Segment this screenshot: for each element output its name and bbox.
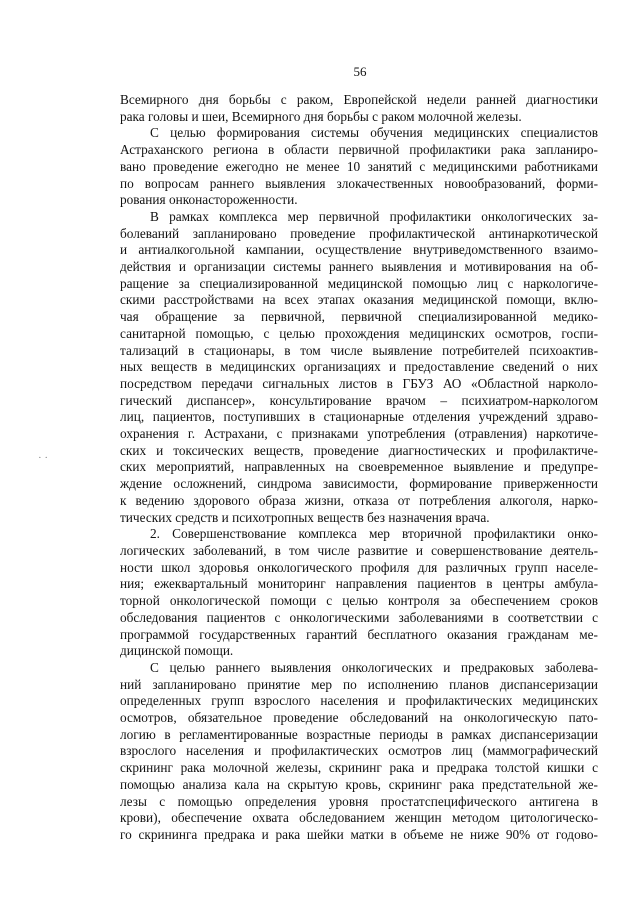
text-line: В рамках комплекса мер первичной профилактики онкологических за- [150,208,598,224]
text-line: охранения г. Астрахани, с признаками употребления (отравления) наркотиче- [120,426,598,442]
text-line: тических средств и психотропных веществ без назначения врача. [120,509,490,525]
text-line: программой государственных гарантий бесплатного оказания гражданам ме- [120,626,598,642]
text-line: ских мероприятий, направленных на своевременное выявление и предупре- [120,459,598,475]
text-line: и антиалкогольной кампании, осуществление внутриведомственного взаимо- [120,242,598,258]
text-line: действия и организации системы раннего выявления и мотивирования на об- [120,259,598,275]
text-line: рака головы и шеи, Всемирного дня борьбы с раком молочной железы. [120,108,522,124]
text-line: скими расстройствами на всех этапах оказания медицинской помощи, вклю- [120,292,598,308]
document-body [120,92,598,844]
text-line: посредством передачи сигнальных листов в ГБУЗ АО «Областной нарколо- [120,375,598,391]
text-line: С целью формирования системы обучения медицинских специалистов [150,125,598,141]
text-line: ний запланировано принятие мер по исполнению планов диспансеризации [120,676,598,692]
paragraph [120,92,598,125]
text-line: дицинской помощи. [120,643,234,659]
text-line: С целью раннего выявления онкологических и предраковых заболева- [150,659,598,675]
text-line: логию в регламентированные возрастные периоды в рамках диспансеризации [120,726,598,742]
text-line: вано проведение ежегодно не менее 10 занятий с медицинскими работниками [120,158,598,174]
text-line: помощью анализа кала на скрытую кровь, скрининг рака предстательной же- [120,776,598,792]
text-line: лезы с помощью определения уровня простатспецифического антигена в [120,793,598,809]
paragraph [120,209,598,526]
text-line: ных веществ в медицинских организациях и предоставление сведений о них [120,359,598,375]
page-number: 56 [353,64,367,79]
text-line: лиц, пациентов, поступивших в стационарные отделения учреждений здраво- [120,409,598,425]
text-line: тализаций в стационары, в том числе выявление потребителей психоактив- [120,342,598,358]
text-line: Всемирного дня борьбы с раком, Европейской недели ранней диагностики [120,92,598,107]
text-line: рования онконастороженности. [120,192,298,208]
text-line: логических заболеваний, в том числе развитие и совершенствование деятель- [120,542,598,558]
text-line: взрослого населения и профилактических осмотров лиц (маммографический [120,743,598,759]
text-line: определенных групп взрослого населения и профилактических медицинских [120,693,598,709]
scan-speck: · · [38,452,49,464]
paragraph [120,526,598,660]
text-line: 2. Совершенствование комплекса мер вторичной профилактики онко- [150,526,598,542]
text-line: осмотров, обязательное проведение обследований на онкологическую пато- [120,710,598,726]
text-line: к ведению здорового образа жизни, отказа от потребления алкоголя, нарко- [120,492,598,508]
text-line: го скрининга предрака и рака шейки матки в объеме не ниже 90% от годово- [120,826,598,842]
text-line: Астраханского региона в области первичной профилактики рака запланиро- [120,142,598,158]
text-line: чая обращение за первичной, первичной специализированной медико- [120,309,598,325]
text-line: ращение за специализированной медицинской помощью лиц с наркологиче- [120,275,598,291]
text-line: ния; ежеквартальный мониторинг направления пациентов в центры амбула- [120,576,598,592]
text-line: торной онкологической помощи с целью контроля за обеспечением сроков [120,593,598,609]
text-line: обследования пациентов с онкологическими заболеваниями в соответствии с [120,609,598,625]
text-line: по вопросам раннего выявления злокачественных новообразований, форми- [120,175,598,191]
paragraph [120,125,598,209]
text-line: ских и токсических веществ, проведение диагностических и профилактиче- [120,442,598,458]
paragraph [120,660,598,844]
text-line: ждение осложнений, синдрома зависимости, формирование приверженности [120,476,598,492]
text-line: болеваний запланировано проведение профилактической антинаркотической [120,225,598,241]
text-line: ности школ здоровья онкологического профиля для различных групп населе- [120,559,598,575]
text-line: гический диспансер», консультирование врачом – психиатром-наркологом [120,392,598,408]
text-line: санитарной помощью, с целью прохождения медицинских осмотров, госпи- [120,325,598,341]
text-line: крови), обеспечение охвата обследованием женщин методом цитологическо- [120,810,598,826]
text-line: скрининг рака молочной железы, скрининг рака и предрака толстой кишки с [120,760,598,776]
